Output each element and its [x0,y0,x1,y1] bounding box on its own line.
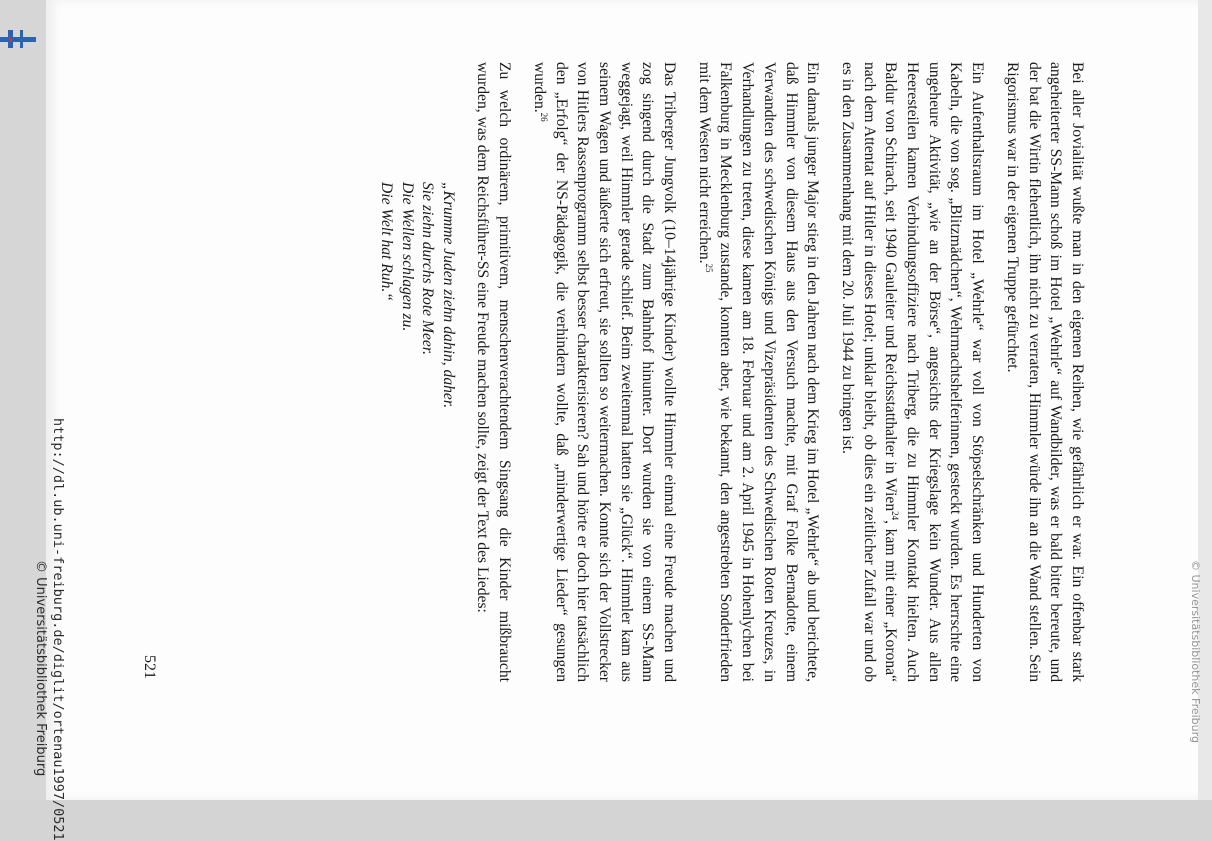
paragraph-2-tail: , kam mit einer „Korona“ nach dem Attentat auf Hitler in dieses Hotel; unklar bleibt, ob dies ein zeitlicher Zufall war und ob es in den Zusammenhang mit dem 20. Juli 1944 zu bringen ist. [838,62,900,682]
paragraph-4 [528,62,680,682]
paragraph-3-text: Ein damals junger Major stieg in den Jahren nach dem Krieg im Hotel „Wehrle“ ab und berichtete, daß Himmler von diesem Haus aus den Versuch machte, mit Graf Folke Bernadotte, einem Verwandten des schwedischen Königs und Vizepräsidenten des Schwedischen Roten Kreuzes, in Verhandlungen zu treten, diese kamen am 18. Februar und am 2. April 1945 in Hohenlychen bei Falkenburg in Mecklenburg zustande, konnten aber, wie bekannt, den angestrebten Sonderfrieden mit dem Westen nicht erreichen. [695,62,822,682]
paragraph-2 [836,62,988,682]
paragraph-4-text: Das Triberger Jungvolk (10–14jährige Kinder) wollte Himmler einmal eine Freude machen und zog singend durch die Stadt zum Bahnhof hinunter. Dort wurden sie von einem SS-Mann weggejagt, weil Himmler gerade schlief. Beim zweitenmal hatten sie „Glück“. Himmler kam aus seinem Wagen und äußerte sich erfreut, sie sollten so weitermachen. Konnte sich der Vollstrecker von Hitlers Rassenprogramm selbst besser charakterisieren? Sah und hörte er doch hier tatsächlich den „Erfolg“ der NS-Pädagogik, die verhindern wollte, daß „minderwertige Lieder“ gesungen wurden. [530,62,679,682]
poem-line: Die Wellen schlagen zu. [398,182,416,332]
paragraph-5: Zu welch ordinärem, primitivem, menschenverachtendem Singsang die Kinder mißbraucht wurden, was dem Reichsführer-SS eine Freude machen sollte, zeigt der Text des Liedes: [474,62,514,682]
copyright-notice: © Universitätsbibliothek Freiburg [33,560,48,777]
paragraph-1: Bei aller Jovialität wußte man in den eigenen Reihen, wie gefährlich er war. Ein offenbar stark angeheiterter SS-Mann schoß im Hotel „Wehrle“ auf Wandbilder, was er bald bitter bereute, und der bat die Wirtin flehentlich, ihn nicht zu verraten, Himmler würde ihn an die Wand stellen. Sein Rigorismus war in der eigenen Truppe gefürchtet. [1003,62,1086,682]
source-url[interactable]: http://dl.ub.uni-freiburg.de/diglit/ortenau1997/0521 [50,418,66,841]
paragraph-2-text: Ein Aufenthaltsraum im Hotel „Wehrle“ war voll von Stöpselschränken und Hunderten von Kabeln, die von sog. „Blitzmädchen“, Wehrmachtshelferinnen, gesteckt wurden. Es herrschte eine ungeheure Aktivität, „wie an der Börse“, angesichts der Kriegslage kein Wunder. Aus allen Heeresteilen kamen Verbindungsoffiziere nach Triberg, die zu Himmler Kontakt hielten. Auch Baldur von Schirach, seit 1940 Gauleiter und Reichsstatthalter in Wien [882,62,987,682]
poem-line: „Krumme Juden ziehn dahin, daher. [439,182,457,409]
page-number: 521 [141,655,158,679]
poem-line: Sie ziehn durchs Rote Meer. [419,182,437,356]
poem-line: Die Welt hat Ruh.“ [378,182,396,301]
footnote-ref-25: 25 [703,263,714,273]
paragraph-3 [693,62,823,682]
song-lyrics [376,62,458,682]
main-text-column [376,62,1088,682]
library-logo [0,30,36,48]
rotated-page-content [33,0,1202,841]
footnote-ref-26: 26 [539,112,550,122]
edge-watermark: © Universitätsbibliothek Freiburg [1189,560,1202,743]
footnote-ref-24: 24 [890,511,901,521]
